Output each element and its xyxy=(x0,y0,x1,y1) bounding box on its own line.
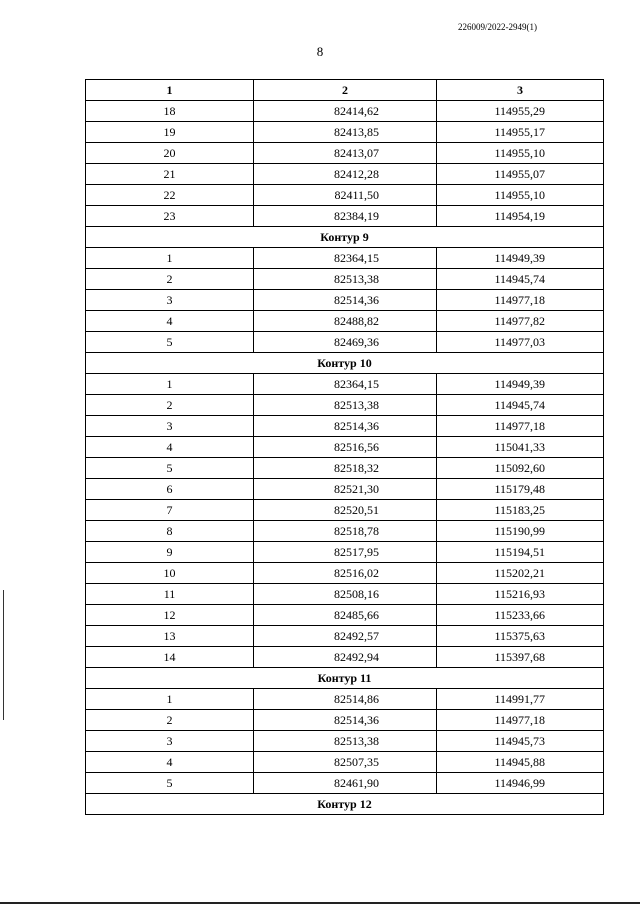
point-number-cell: 22 xyxy=(86,185,254,206)
contour-heading-row xyxy=(86,668,604,689)
y-coordinate-cell: 115375,63 xyxy=(437,626,604,647)
x-coordinate-cell: 82516,02 xyxy=(254,563,437,584)
point-number-cell: 4 xyxy=(86,311,254,332)
y-coordinate-cell: 114977,82 xyxy=(437,311,604,332)
x-coordinate-cell: 82364,15 xyxy=(254,374,437,395)
point-number-cell: 1 xyxy=(86,689,254,710)
contour-heading-row xyxy=(86,353,604,374)
y-coordinate-cell: 114977,18 xyxy=(437,290,604,311)
y-coordinate-cell: 114977,18 xyxy=(437,710,604,731)
table-row xyxy=(86,206,604,227)
contour-title: Контур 10 xyxy=(86,353,604,374)
coordinates-table xyxy=(85,79,604,815)
x-coordinate-cell: 82507,35 xyxy=(254,752,437,773)
point-number-cell: 9 xyxy=(86,542,254,563)
point-number-cell: 20 xyxy=(86,143,254,164)
x-coordinate-cell: 82513,38 xyxy=(254,731,437,752)
point-number-cell: 2 xyxy=(86,269,254,290)
point-number-cell: 10 xyxy=(86,563,254,584)
y-coordinate-cell: 114945,74 xyxy=(437,395,604,416)
table-row xyxy=(86,542,604,563)
point-number-cell: 11 xyxy=(86,584,254,605)
x-coordinate-cell: 82461,90 xyxy=(254,773,437,794)
y-coordinate-cell: 114991,77 xyxy=(437,689,604,710)
point-number-cell: 23 xyxy=(86,206,254,227)
y-coordinate-cell: 114977,18 xyxy=(437,416,604,437)
y-coordinate-cell: 114946,99 xyxy=(437,773,604,794)
table-row xyxy=(86,710,604,731)
table-row xyxy=(86,164,604,185)
document-number: 226009/2022-2949(1) xyxy=(458,22,537,32)
point-number-cell: 2 xyxy=(86,395,254,416)
x-coordinate-cell: 82514,36 xyxy=(254,290,437,311)
table-row xyxy=(86,185,604,206)
table-body xyxy=(86,101,604,815)
contour-title: Контур 12 xyxy=(86,794,604,815)
point-number-cell: 4 xyxy=(86,752,254,773)
y-coordinate-cell: 115179,48 xyxy=(437,479,604,500)
x-coordinate-cell: 82413,85 xyxy=(254,122,437,143)
table-header-row xyxy=(86,80,604,101)
table-row xyxy=(86,416,604,437)
table-row xyxy=(86,752,604,773)
y-coordinate-cell: 114955,29 xyxy=(437,101,604,122)
table-row xyxy=(86,500,604,521)
page-number: 8 xyxy=(316,44,324,59)
point-number-cell: 3 xyxy=(86,290,254,311)
x-coordinate-cell: 82514,36 xyxy=(254,416,437,437)
y-coordinate-cell: 114949,39 xyxy=(437,374,604,395)
y-coordinate-cell: 114977,03 xyxy=(437,332,604,353)
point-number-cell: 1 xyxy=(86,374,254,395)
point-number-cell: 3 xyxy=(86,731,254,752)
table-row xyxy=(86,311,604,332)
scan-edge-line xyxy=(3,590,4,720)
y-coordinate-cell: 114945,88 xyxy=(437,752,604,773)
x-coordinate-cell: 82414,62 xyxy=(254,101,437,122)
point-number-cell: 5 xyxy=(86,332,254,353)
point-number-cell: 21 xyxy=(86,164,254,185)
x-coordinate-cell: 82469,36 xyxy=(254,332,437,353)
x-coordinate-cell: 82492,57 xyxy=(254,626,437,647)
x-coordinate-cell: 82413,07 xyxy=(254,143,437,164)
table-row xyxy=(86,731,604,752)
y-coordinate-cell: 114955,10 xyxy=(437,185,604,206)
y-coordinate-cell: 114949,39 xyxy=(437,248,604,269)
table-row xyxy=(86,122,604,143)
y-coordinate-cell: 115233,66 xyxy=(437,605,604,626)
table-row xyxy=(86,374,604,395)
table-row xyxy=(86,479,604,500)
point-number-cell: 7 xyxy=(86,500,254,521)
x-coordinate-cell: 82520,51 xyxy=(254,500,437,521)
contour-heading-row xyxy=(86,794,604,815)
table-row xyxy=(86,101,604,122)
x-coordinate-cell: 82518,32 xyxy=(254,458,437,479)
y-coordinate-cell: 115202,21 xyxy=(437,563,604,584)
column-header-3: 3 xyxy=(437,80,604,101)
scan-bottom-line xyxy=(0,902,640,904)
table-row xyxy=(86,689,604,710)
y-coordinate-cell: 115183,25 xyxy=(437,500,604,521)
table-row xyxy=(86,563,604,584)
x-coordinate-cell: 82518,78 xyxy=(254,521,437,542)
x-coordinate-cell: 82516,56 xyxy=(254,437,437,458)
table-row xyxy=(86,521,604,542)
contour-title: Контур 9 xyxy=(86,227,604,248)
point-number-cell: 18 xyxy=(86,101,254,122)
column-header-2: 2 xyxy=(254,80,437,101)
point-number-cell: 4 xyxy=(86,437,254,458)
table-row xyxy=(86,269,604,290)
y-coordinate-cell: 115041,33 xyxy=(437,437,604,458)
y-coordinate-cell: 114945,74 xyxy=(437,269,604,290)
x-coordinate-cell: 82384,19 xyxy=(254,206,437,227)
point-number-cell: 2 xyxy=(86,710,254,731)
y-coordinate-cell: 115194,51 xyxy=(437,542,604,563)
x-coordinate-cell: 82492,94 xyxy=(254,647,437,668)
point-number-cell: 1 xyxy=(86,248,254,269)
table-row xyxy=(86,584,604,605)
y-coordinate-cell: 114954,19 xyxy=(437,206,604,227)
point-number-cell: 19 xyxy=(86,122,254,143)
x-coordinate-cell: 82514,36 xyxy=(254,710,437,731)
y-coordinate-cell: 114955,07 xyxy=(437,164,604,185)
table-row xyxy=(86,248,604,269)
table-row xyxy=(86,290,604,311)
y-coordinate-cell: 114945,73 xyxy=(437,731,604,752)
y-coordinate-cell: 114955,17 xyxy=(437,122,604,143)
x-coordinate-cell: 82521,30 xyxy=(254,479,437,500)
point-number-cell: 12 xyxy=(86,605,254,626)
x-coordinate-cell: 82485,66 xyxy=(254,605,437,626)
contour-heading-row xyxy=(86,227,604,248)
table-row xyxy=(86,605,604,626)
table-row xyxy=(86,647,604,668)
x-coordinate-cell: 82488,82 xyxy=(254,311,437,332)
x-coordinate-cell: 82514,86 xyxy=(254,689,437,710)
column-header-1: 1 xyxy=(86,80,254,101)
point-number-cell: 3 xyxy=(86,416,254,437)
y-coordinate-cell: 115216,93 xyxy=(437,584,604,605)
table-row xyxy=(86,332,604,353)
y-coordinate-cell: 114955,10 xyxy=(437,143,604,164)
point-number-cell: 6 xyxy=(86,479,254,500)
x-coordinate-cell: 82411,50 xyxy=(254,185,437,206)
y-coordinate-cell: 115397,68 xyxy=(437,647,604,668)
point-number-cell: 14 xyxy=(86,647,254,668)
x-coordinate-cell: 82513,38 xyxy=(254,395,437,416)
x-coordinate-cell: 82517,95 xyxy=(254,542,437,563)
point-number-cell: 5 xyxy=(86,773,254,794)
point-number-cell: 8 xyxy=(86,521,254,542)
table-row xyxy=(86,143,604,164)
y-coordinate-cell: 115092,60 xyxy=(437,458,604,479)
table-row xyxy=(86,458,604,479)
x-coordinate-cell: 82364,15 xyxy=(254,248,437,269)
x-coordinate-cell: 82513,38 xyxy=(254,269,437,290)
table-row xyxy=(86,626,604,647)
y-coordinate-cell: 115190,99 xyxy=(437,521,604,542)
table-row xyxy=(86,395,604,416)
contour-title: Контур 11 xyxy=(86,668,604,689)
table-row xyxy=(86,773,604,794)
point-number-cell: 13 xyxy=(86,626,254,647)
table-row xyxy=(86,437,604,458)
x-coordinate-cell: 82412,28 xyxy=(254,164,437,185)
point-number-cell: 5 xyxy=(86,458,254,479)
x-coordinate-cell: 82508,16 xyxy=(254,584,437,605)
